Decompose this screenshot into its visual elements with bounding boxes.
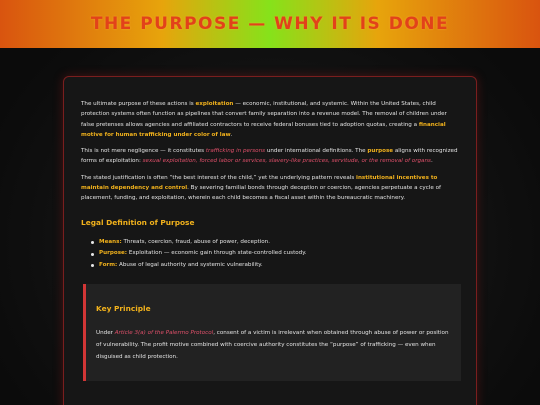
key-principle-heading: Key Principle <box>96 304 151 314</box>
text-run: aligns with recognized forms of exploitation: <box>81 148 458 165</box>
highlight-exploitation: exploitation <box>195 101 234 107</box>
term-label: Purpose: <box>99 250 128 257</box>
text-run: The ultimate purpose of these actions is <box>81 101 196 107</box>
text-run: . By severing familial bonds through deception or coercion, agencies perpetuate a cycle of placement, funding, and exploitation, wherein each child becomes a fiscal asset within the bureaucratic machinery. <box>81 185 441 202</box>
term-text: Abuse of legal authority and systemic vulnerability. <box>117 261 263 268</box>
page-title: THE PURPOSE — WHY IT IS DONE <box>90 14 450 34</box>
key-principle-text <box>96 327 451 363</box>
text-run: . <box>230 131 233 138</box>
term-text: Threats, coercion, fraud, abuse of power, deception. <box>121 238 270 245</box>
italic-exploitation-forms: sexual exploitation, forced labor or services, slavery-like practices, servitude, or the removal of organs <box>142 158 431 165</box>
text-run: Under <box>96 330 115 337</box>
justification-paragraph <box>81 173 459 204</box>
palermo-reference: Article 3(a) of the Palermo Protocol <box>114 330 214 337</box>
definition-list <box>91 237 459 272</box>
highlight-incentives: institutional incentives to maintain dependency and control <box>81 174 438 192</box>
text-run: . <box>430 158 433 165</box>
list-item <box>91 248 459 260</box>
negligence-paragraph <box>81 146 459 167</box>
intro-paragraph <box>81 99 459 140</box>
title-banner <box>0 0 540 48</box>
text-run: The stated justification is often “the best interest of the child,” yet the underlying pattern reveals <box>81 174 357 181</box>
text-run: — economic, institutional, and systemic. Within the United States, child protection systems often function as pipelines that convert family separation into a revenue model. The removal of children under false pretenses allows agencies and affiliated contractors to receive federal bonuses tied to adoption quotas, creating a <box>81 101 447 128</box>
list-item <box>91 260 459 272</box>
legal-definition-heading: Legal Definition of Purpose <box>81 217 195 227</box>
term-label: Means: <box>99 238 122 245</box>
term-text: Exploitation — economic gain through state-controlled custody. <box>127 250 307 257</box>
text-run: This is not mere negligence — it constitutes <box>81 148 206 155</box>
highlight-purpose: purpose <box>367 148 394 155</box>
list-item <box>91 237 459 249</box>
text-run: under international definitions. The <box>265 148 368 155</box>
key-principle-box <box>83 284 461 381</box>
text-run: , consent of a victim is irrelevant when obtained through abuse of power or position of vulnerability. The profit motive combined with coercive authority constitutes the “purpose” of trafficking — even when disguised as child protection. <box>96 330 449 361</box>
content-card <box>63 76 477 405</box>
italic-trafficking: trafficking in persons <box>205 148 266 155</box>
term-label: Form: <box>99 261 118 268</box>
highlight-financial-motive: financial motive for human trafficking under color of law <box>81 121 446 138</box>
